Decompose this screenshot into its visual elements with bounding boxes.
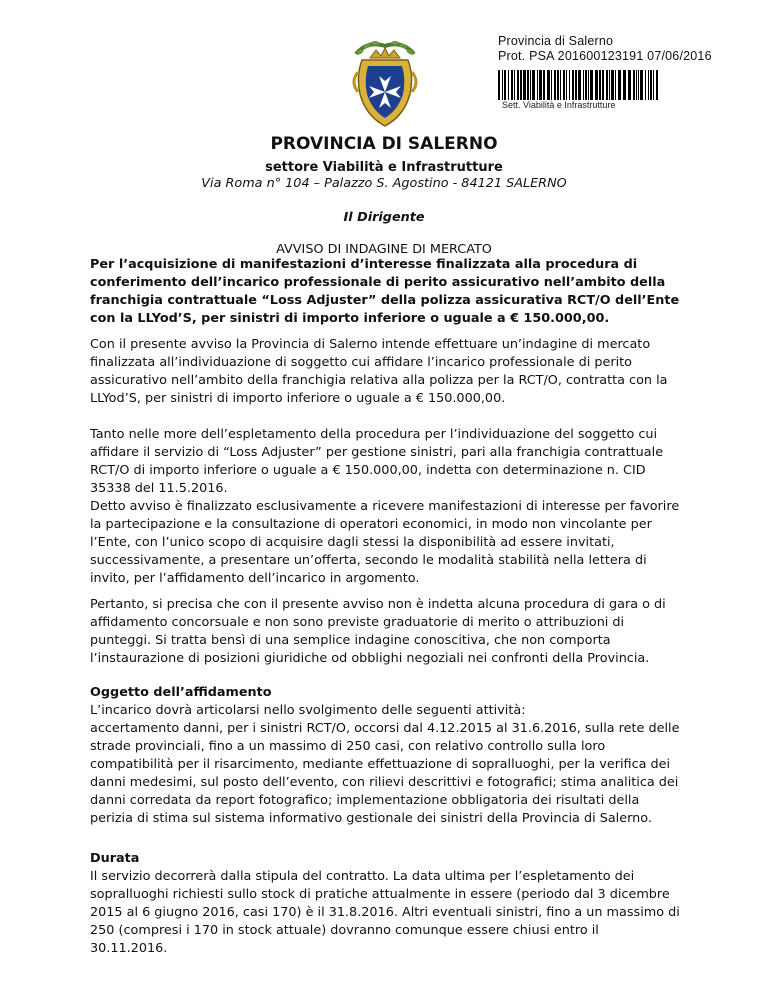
protocol-stamp — [498, 34, 712, 64]
notice-title: AVVISO DI INDAGINE DI MERCATO — [276, 242, 492, 257]
stamp-office: Provincia di Salerno — [498, 34, 614, 48]
section-duration — [90, 850, 680, 958]
paragraph-clarification: Pertanto, si precisa che con il presente avviso non è indetta alcuna procedura di gara o di affidamento concorsuale e non sono previste graduatorie di merito o attribuzioni di punteggi. Si tratta bensì di una semplice indagine conoscitiva, che non comporta l’instaurazione di posizioni giuridiche od obblighi negoziali nei confronti della Provincia. — [90, 597, 666, 666]
section-object — [90, 684, 680, 828]
paragraph-purpose: Con il presente avviso la Provincia di Salerno intende effettuare un’indagine di mercato finalizzata all’individuazione di soggetto cui affidare l’incarico professionale di perito assicurativo nell’ambito della franchigia relativa alla polizza per la RCT/O, contratta con la LLYod’S, per sinistri di importo inferiore o uguale a € 150.000,00. — [90, 337, 668, 406]
sector-name: settore Viabilità e Infrastrutture — [265, 160, 503, 175]
province-crest-logo — [348, 36, 422, 130]
barcode-label: Sett. Viabilità e Infrastrutture — [502, 100, 616, 110]
institution-title: PROVINCIA DI SALERNO — [270, 134, 498, 154]
stamp-protocol-number: Prot. PSA 201600123191 07/06/2016 — [498, 49, 712, 63]
section-duration-text: Il servizio decorrerà dalla stipula del contratto. La data ultima per l’espletamento dei sopralluoghi richiesti sullo stock di pratiche attualmente in essere (periodo dal 3 dicembre 2015 al 6 giugno 2016, casi 170) è il 31.8.2016. Altri eventuali sinistri, fino a un massimo di 250 (compresi i 170 in stock attuale) dovranno comunque essere chiusi entro il 30.11.2016. — [90, 869, 680, 956]
section-object-text: accertamento danni, per i sinistri RCT/O, occorsi dal 4.12.2015 al 31.6.2016, sulla rete delle strade provinciali, fino a un massimo di 250 casi, con relativo controllo sulla loro compatibilità per il risarcimento, mediante effettuazione di sopralluoghi, per la verifica dei danni medesimi, sul posto dell’evento, con rilievi descrittivi e fotografici; stima analitica dei danni corredata da report fotografico; implementazione obbligatoria dei risultati della perizia di stima sul sistema informativo gestionale dei sinistri della Provincia di Salerno. — [90, 721, 680, 826]
paragraph-scope: Detto avviso è finalizzato esclusivamente a ricevere manifestazioni di interesse per favorire la partecipazione e la consultazione di operatori economici, in modo non vincolante per l’Ente, con l’unico scopo di acquisire dagli stessi la disponibilità ad essere invitati, successivamente, a presentare un’offerta, secondo le modalità stabilità nella lettera di invito, per l’affidamento dell’incarico in argomento. — [90, 499, 680, 586]
signatory: Il Dirigente — [343, 210, 425, 225]
notice-subject: Per l’acquisizione di manifestazioni d’interesse finalizzata alla procedura di conferimento dell’incarico professionale di perito assicurativo nell’ambito della franchigia contrattuale “Loss Adjuster” della polizza assicurativa RCT/O dell’Ente con la LLYod’S, per sinistri di importo inferiore o uguale a € 150.000,00. — [90, 257, 680, 326]
section-heading-object: Oggetto dell’affidamento — [90, 685, 272, 700]
section-object-intro: L’incarico dovrà articolarsi nello svolgimento delle seguenti attività: — [90, 703, 526, 718]
address: Via Roma n° 104 – Palazzo S. Agostino - 84121 SALERNO — [201, 176, 567, 191]
paragraph-procedure: Tanto nelle more dell’espletamento della procedura per l’individuazione del soggetto cui affidare il servizio di “Loss Adjuster” per gestione sinistri, pari alla franchigia contrattuale RCT/O di importo inferiore o uguale a € 150.000,00, indetta con determinazione n. CID 35338 del 11.5.2016. — [90, 427, 664, 496]
section-heading-duration: Durata — [90, 851, 140, 866]
